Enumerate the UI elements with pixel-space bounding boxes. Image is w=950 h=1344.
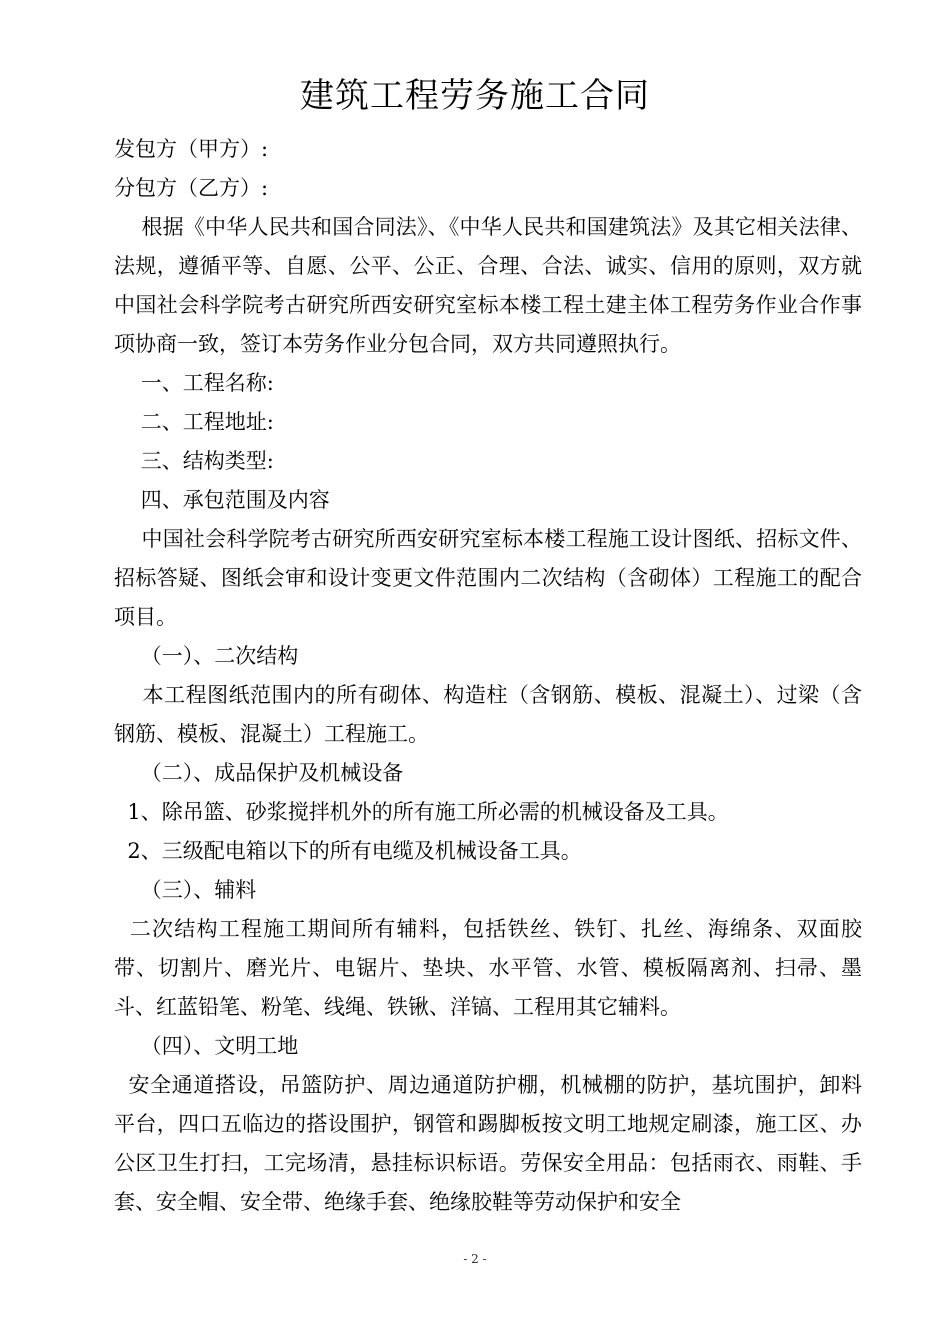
party-b-line: 分包方（乙方）:: [114, 176, 269, 200]
sub4-paragraph: 安全通道搭设，吊篮防护、周边通道防护棚，机械棚的防护，基坑围护，卸料平台，四口五临边的搭设围护，钢管和踢脚板按文明工地规定刷漆，施工区、办公区卫生打扫，工完场清，悬挂标识标语。劳保安全用品：包括雨衣、雨鞋、手套、安全帽、安全带、绝缘手套、绝缘胶鞋等劳动保护和安全: [114, 1073, 862, 1214]
sub2-item-2: 2、三级配电箱以下的所有电缆及机械设备工具。: [114, 839, 582, 863]
sub1-paragraph: 本工程图纸范围内的所有砌体、构造柱（含钢筋、模板、混凝土）、过梁（含钢筋、模板、混凝土）工程施工。: [114, 683, 863, 746]
item-scope-heading: 四、承包范围及内容: [114, 488, 330, 512]
page-number: - 2 -: [463, 1252, 487, 1266]
item-project-address: 二、工程地址:: [114, 410, 274, 434]
intro-paragraph: 根据《中华人民共和国合同法》、《中华人民共和国建筑法》及其它相关法律、法规，遵循平等、自愿、公平、公正、合理、合法、诚实、信用的原则，双方就中国社会科学院考古研究所西安研究室标本楼工程土建主体工程劳务作业合作事项协商一致，签订本劳务作业分包合同，双方共同遵照执行。: [114, 215, 863, 356]
sub2-item-1: 1、除吊篮、砂浆搅拌机外的所有施工所必需的机械设备及工具。: [114, 800, 729, 824]
item-structure-type: 三、结构类型:: [114, 449, 274, 473]
sub2-heading: （二）、成品保护及机械设备: [114, 761, 404, 785]
sub4-heading: （四）、文明工地: [114, 1034, 299, 1058]
sub3-heading: （三）、辅料: [114, 878, 257, 902]
sub1-heading: （一）、二次结构: [114, 644, 299, 668]
party-a-line: 发包方（甲方）:: [114, 137, 269, 161]
document-title: 建筑工程劳务施工合同: [300, 76, 650, 116]
sub3-paragraph: 二次结构工程施工期间所有辅料，包括铁丝、铁钉、扎丝、海绵条、双面胶带、切割片、磨光片、电锯片、垫块、水平管、水管、模板隔离剂、扫帚、墨斗、红蓝铅笔、粉笔、线绳、铁锹、洋镐、工程用其它辅料。: [114, 917, 863, 1019]
scope-paragraph: 中国社会科学院考古研究所西安研究室标本楼工程施工设计图纸、招标文件、招标答疑、图纸会审和设计变更文件范围内二次结构（含砌体）工程施工的配合项目。: [114, 527, 863, 629]
item-project-name: 一、工程名称:: [114, 371, 274, 395]
